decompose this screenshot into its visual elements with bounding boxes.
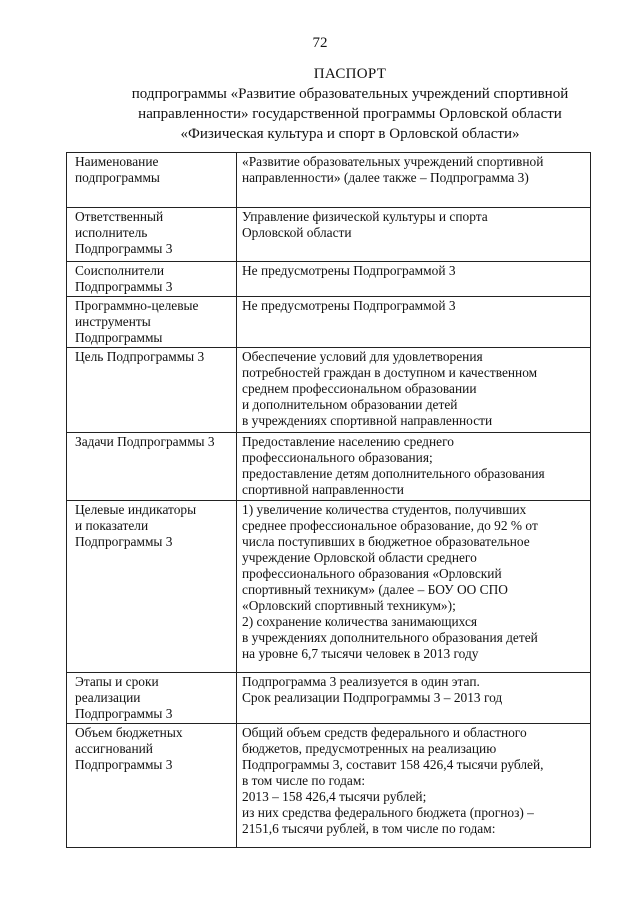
row-value: и дополнительном образовании детей xyxy=(242,397,458,412)
row-value: 2) сохранение количества занимающихся xyxy=(242,614,478,629)
row-label: и показатели xyxy=(75,518,149,533)
row-label: Наименование xyxy=(75,154,159,169)
row-value: «Орловский спортивный техникум»); xyxy=(242,598,456,613)
row-label-cell xyxy=(67,153,237,208)
row-value-cell xyxy=(237,724,591,848)
heading-line: подпрограммы «Развитие образовательных учреждений спортивной xyxy=(131,86,569,102)
row-value: направленности» (далее также – Подпрограмма 3) xyxy=(242,170,529,185)
row-label: реализации xyxy=(75,690,141,705)
row-label: Подпрограммы xyxy=(75,330,163,345)
row-value: в учреждениях спортивной направленности xyxy=(242,413,493,428)
row-label-cell xyxy=(67,297,237,348)
table-row xyxy=(67,673,591,724)
row-value-cell xyxy=(237,208,591,262)
row-label: Объем бюджетных xyxy=(75,725,183,740)
row-value: Не предусмотрены Подпрограммой 3 xyxy=(242,263,456,278)
row-label: подпрограммы xyxy=(75,170,160,185)
row-label: Соисполнители xyxy=(75,263,165,278)
row-value-cell xyxy=(237,297,591,348)
row-value: предоставление детям дополнительного образования xyxy=(242,466,545,481)
row-value-cell xyxy=(237,262,591,297)
row-label-cell xyxy=(67,433,237,501)
row-value: в том числе по годам: xyxy=(242,773,366,788)
row-label: Подпрограммы 3 xyxy=(75,706,173,721)
row-value: бюджетов, предусмотренных на реализацию xyxy=(242,741,497,756)
row-label: Задачи Подпрограммы 3 xyxy=(75,434,215,449)
row-value: спортивной направленности xyxy=(242,482,404,497)
row-value: Подпрограммы 3, составит 158 426,4 тысячи рублей, xyxy=(242,757,544,772)
row-value-cell xyxy=(237,153,591,208)
row-label: Подпрограммы 3 xyxy=(75,279,173,294)
row-label: Целевые индикаторы xyxy=(75,502,197,517)
row-value: Общий объем средств федерального и областного xyxy=(242,725,527,740)
row-value: в учреждениях дополнительного образования детей xyxy=(242,630,538,645)
row-label: инструменты xyxy=(75,314,151,329)
row-label-cell xyxy=(67,348,237,433)
row-label: Подпрограммы 3 xyxy=(75,757,173,772)
row-value: Предоставление населению среднего xyxy=(242,434,454,449)
document-heading xyxy=(60,64,640,144)
row-value-cell xyxy=(237,673,591,724)
table-row xyxy=(67,433,591,501)
row-value: потребностей граждан в доступном и качественном xyxy=(242,365,538,380)
row-value-cell xyxy=(237,433,591,501)
row-value: числа поступивших в бюджетное образовательное xyxy=(242,534,530,549)
table-row xyxy=(67,153,591,208)
row-value-cell xyxy=(237,501,591,673)
table-row xyxy=(67,501,591,673)
row-value: «Развитие образовательных учреждений спортивной xyxy=(242,154,544,169)
row-value: Не предусмотрены Подпрограммой 3 xyxy=(242,298,456,313)
row-label: Программно-целевые xyxy=(75,298,199,313)
row-value: Обеспечение условий для удовлетворения xyxy=(242,349,483,364)
heading-title: ПАСПОРТ xyxy=(313,66,387,82)
row-label-cell xyxy=(67,208,237,262)
row-value: Подпрограмма 3 реализуется в один этап. xyxy=(242,674,480,689)
table-row xyxy=(67,262,591,297)
row-label-cell xyxy=(67,724,237,848)
row-value: учреждение Орловской области среднего xyxy=(242,550,477,565)
row-value: Управление физической культуры и спорта xyxy=(242,209,488,224)
row-label: Подпрограммы 3 xyxy=(75,241,173,256)
row-value: профессионального образования «Орловский xyxy=(242,566,502,581)
row-label: Этапы и сроки xyxy=(75,674,159,689)
row-value: профессионального образования; xyxy=(242,450,433,465)
heading-line: направленности» государственной программы Орловской области xyxy=(138,106,562,122)
row-label: Ответственный xyxy=(75,209,164,224)
row-label: Цель Подпрограммы 3 xyxy=(75,349,205,364)
row-value: спортивный техникум» (далее – БОУ ОО СПО xyxy=(242,582,508,597)
row-value: Орловской области xyxy=(242,225,352,240)
row-value: на уровне 6,7 тысячи человек в 2013 году xyxy=(242,646,479,661)
passport-table xyxy=(66,152,591,848)
row-label-cell xyxy=(67,262,237,297)
row-label-cell xyxy=(67,673,237,724)
heading-line: «Физическая культура и спорт в Орловской области» xyxy=(180,126,520,142)
row-value: 1) увеличение количества студентов, получивших xyxy=(242,502,527,517)
row-value: среднее профессиональное образование, до 92 % от xyxy=(242,518,538,533)
row-value: 2013 – 158 426,4 тысячи рублей; xyxy=(242,789,427,804)
row-label: Подпрограммы 3 xyxy=(75,534,173,549)
row-label: исполнитель xyxy=(75,225,148,240)
row-label-cell xyxy=(67,501,237,673)
row-label: ассигнований xyxy=(75,741,153,756)
table-row xyxy=(67,348,591,433)
table-row xyxy=(67,208,591,262)
page-number: 72 xyxy=(312,35,328,51)
row-value: 2151,6 тысячи рублей, в том числе по годам: xyxy=(242,821,496,836)
row-value: среднем профессиональном образовании xyxy=(242,381,477,396)
row-value-cell xyxy=(237,348,591,433)
table-row xyxy=(67,724,591,848)
row-value: из них средства федерального бюджета (прогноз) – xyxy=(242,805,534,820)
row-value: Срок реализации Подпрограммы 3 – 2013 год xyxy=(242,690,503,705)
table-row xyxy=(67,297,591,348)
